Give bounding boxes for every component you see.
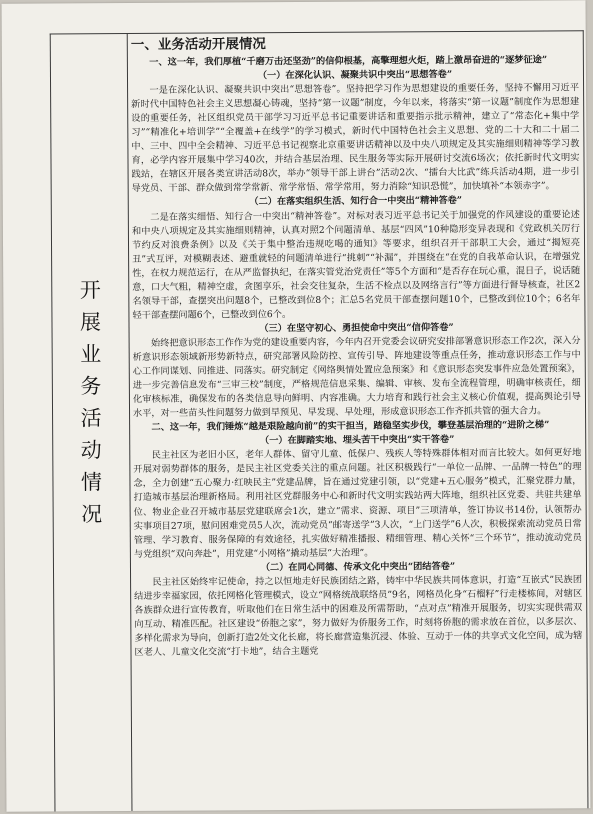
subsection-3-body: 始终把意识形态工作作为党的建设重要内容，今年内召开党委会议研究安排部署意识形态工作2次，深入分析意识形态领域新形势新特点，研究部署风险防控、宣传引导、阵地建设等重点任务，推动意识形态工作与中心工作同谋划、同推进、同落实。研究制定《网络舆情处置应急预案》和《意识形态突发事件应急处置预案》，进一步完善信息发布“三审三校”制度，严格规范信息采集、编辑、审核、发布全流程管理，明确审核责任，细化审核标准，确保发布的各类信息导向鲜明、内容准确。大力培育和践行社会主义核心价值观，提高舆论引导水平，对一些苗头性问题努力做到早预见、早发现、早处理，形成意识形态工作齐抓共管的强大合力。 bbox=[132, 335, 581, 420]
subsection-2-title: （二）在落实组织生活、知行合一中突出“精神答卷” bbox=[249, 195, 463, 208]
document-page bbox=[2, 0, 591, 812]
subsection-3-title: （三）在坚守初心、勇担使命中突出“信仰答卷” bbox=[259, 321, 454, 335]
content-cell bbox=[131, 33, 583, 660]
part-one-intro: 一、这一年，我们厚植“千磨万击还坚劲”的信仰根基，高擎理想火炬，踏上激昂奋进的“逐梦征途” bbox=[149, 54, 548, 68]
section-heading: 一、业务活动开展情况 bbox=[130, 36, 266, 54]
subsection-1-title: （一）在深化认识、凝聚共识中突出“思想答卷” bbox=[257, 69, 453, 82]
subsection-5-body: 民主社区始终牢记使命，持之以恒地走好民族团结之路，铸牢中华民族共同体意识，打造“互嵌式”民族团结进步幸福家园，依托网格化管理模式，设立“网格统战联络员”9名，网格员化身“石榴籽”行走楼栋间，对辖区各族群众进行宣传教育，听取他们在日常生活中的困难及所需帮助，“点对点”精准开展服务，切实实现供需双向互动、精准匹配。社区建设“侨胞之家”，努力做好为侨服务工作，时刻将侨胞的需求放在首位，以多层次、多样化需求为导向，创新打造2处文化长廊，将长廊营造集沉浸、体验、互动于一体的共享式文化空间，成为辖区老人、儿童文化交流“打卡地”，结合主题党 bbox=[134, 573, 583, 658]
row-label-char: 展 bbox=[79, 310, 102, 335]
row-label-char: 情 bbox=[80, 470, 103, 495]
row-label-char: 活 bbox=[80, 406, 102, 431]
row-label-char: 业 bbox=[80, 342, 102, 367]
row-label-char: 开 bbox=[79, 278, 101, 303]
subsection-1-body: 一是在深化认识、凝聚共识中突出“思想答卷”。坚持把学习作为思想建设的重要任务，坚持不懈用习近平新时代中国特色社会主义思想凝心铸魂，坚持“第一议题”制度，今年以来，将落实“第一议题”制度作为思想建设的重要任务，社区组织党员干部学习习近平总书记重要讲话和重要指示批示精神，建立了“常态化+集中学习”“精准化+培训学”“全覆盖+在线学”的学习模式，新时代中国特色社会主义思想、党的二十大和二十届二中、三中、四中全会精神、习近平总书记视察北京重要讲话精神以及中央八项规定及其实施细则精神等学习教育，必学内容开展集中学习40次，并结合基层治理、民生服务等实际开展研讨交流6场次；依托新时代文明实践站，在辖区开展各类宣讲活动8次，举办“领导干部上讲台”活动2次、“擂台大比武”练兵活动4期，进一步引导党员、干部、群众做到常学常新、常学常悟、常学常用，努力消除“知识恐慌”，加快填补“本领赤字”。 bbox=[131, 82, 580, 195]
row-label-char: 动 bbox=[80, 438, 102, 463]
subsection-4-body: 民主社区为老旧小区，老年人群体、留守儿童、低保户、残疾人等特殊群体相对而言比较大。如何更好地开展对弱势群体的服务，是民主社区党委关注的重点问题。社区积极践行“一单位一品牌、一品牌一特色”的理念，全力创建“五心聚力·红映民主”党建品牌，旨在通过党建引领，以“党建+五心服务”模式，汇聚党群力量，打造城市基层治理新格局。利用社区党群服务中心和新时代文明实践站两大阵地，组织社区党委、共驻共建单位、物业企业召开城市基层党建联席会1次，建立“需求、资源、项目”三项清单，签订协议书14份，认领帮办实事项目27项，慰问困难党员5人次，流动党员“邮寄送学”3人次，“上门送学”6人次，积极探索流动党员日常管理、学习教育、服务保障的有效途径，扎实做好精准播报、精细管理、精心关怀“三个环节”，推动流动党员与党组织“双向奔赴”，用党建“小网格”撬动基层“大治理”。 bbox=[133, 447, 582, 560]
subsection-2-body: 二是在落实细悟、知行合一中突出“精神答卷”。对标对表习近平总书记关于加强党的作风建设的重要论述和中央八项规定及其实施细则精神，认真对照2个问题清单、基层“四风”10种隐形变异表现和《党政机关厉行节约反对浪费条例》以及《关于集中整治违规吃喝的通知》等要求，组织召开干部职工大会，通过“揭短亮丑”式互评，对模糊表述、避重就轻的问题清单进行“挑刺”“补漏”，并围绕在“在党的自我革命认识，在增强党性，在权力规范运行，在从严监督执纪，在落实管党治党责任”等5个方面和“是否存在玩心重，混日子，说话随意，口大气粗，精神空虚，贪图享乐，社会交往复杂，生活不检点以及网络言行”等方面进行督导核查，社区2名领导干部，查摆突出问题8个，已整改到位8个；汇总5名党员干部查摆问题10个，已整改到位10个；6名年轻干部查摆问题6个，已整改到位6个。 bbox=[131, 208, 581, 321]
row-label-title bbox=[74, 274, 108, 530]
subsection-4-title: （一）在脚踏实地、埋头苦干中突出“实干答卷” bbox=[260, 434, 455, 447]
row-label-char: 务 bbox=[80, 374, 102, 399]
part-two-intro: 二、这一年，我们锤炼“越是艰险越向前”的实干担当，踏稳坚实步伐，攀登基层治理的“进阶之梯” bbox=[151, 419, 550, 434]
table-frame bbox=[50, 30, 589, 812]
subsection-5-title: （二）在同心同德、传承文化中突出“团结答卷” bbox=[260, 560, 456, 573]
row-label-cell bbox=[51, 34, 133, 812]
row-label-char: 况 bbox=[81, 502, 103, 527]
